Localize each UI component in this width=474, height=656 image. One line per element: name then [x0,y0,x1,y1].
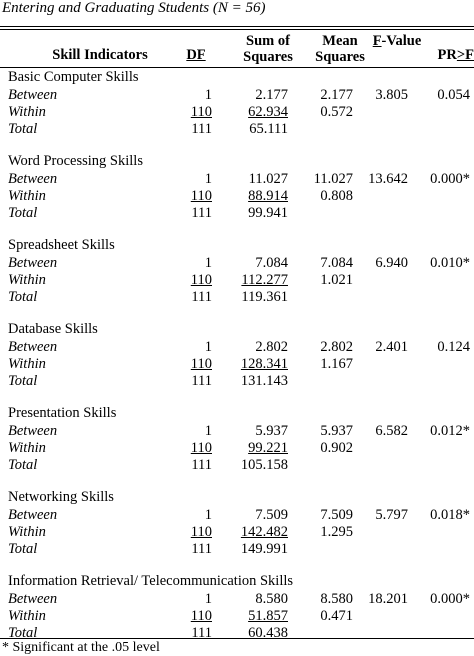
cell-df: 110 [190,524,212,540]
cell-df: 110 [190,272,212,288]
row-label: Between [8,423,58,439]
cell-df: 111 [191,625,212,641]
cell-mean-squares: 7.509 [320,507,353,523]
row-label: Total [8,457,38,473]
header-mean-squares-line2: Squares [315,49,365,65]
cell-mean-squares: 2.802 [320,339,353,355]
cell-sum-of-squares: 5.937 [255,423,288,439]
cell-sum-of-squares: 7.509 [255,507,288,523]
cell-f-value: 3.805 [375,87,408,103]
cell-mean-squares: 5.937 [320,423,353,439]
cell-sum-of-squares: 51.857 [248,608,288,624]
cell-mean-squares: 1.021 [320,272,353,288]
header-sum-of-squares-line1: Sum of [246,33,290,49]
cell-pr-gt-f: 0.012* [430,423,470,439]
cell-sum-of-squares: 2.177 [255,87,288,103]
row-label: Between [8,87,58,103]
cell-sum-of-squares: 119.361 [241,289,288,305]
cell-f-value: 2.401 [375,339,408,355]
cell-f-value: 6.582 [375,423,408,439]
skill-group-title: Word Processing Skills [8,153,143,169]
table-row [0,188,474,205]
table-row [0,356,474,373]
cell-sum-of-squares: 142.482 [240,524,288,540]
cell-df: 111 [191,289,212,305]
table-row [0,507,474,524]
row-label: Total [8,541,38,557]
table-row [0,373,474,390]
header-df: DF [186,47,206,63]
header-gt-f: >F [456,47,474,63]
table-row [0,87,474,104]
row-label: Within [8,356,46,372]
skill-group-title: Presentation Skills [8,405,117,421]
cell-df: 1 [204,507,212,523]
cell-f-value: 13.642 [368,171,408,187]
header-f-letter: F [372,33,382,49]
cell-sum-of-squares: 7.084 [255,255,288,271]
cell-mean-squares: 7.084 [320,255,353,271]
cell-mean-squares: 0.471 [320,608,353,624]
row-label: Between [8,507,58,523]
row-label: Total [8,289,38,305]
cell-pr-gt-f: 0.010* [430,255,470,271]
cell-sum-of-squares: 8.580 [255,591,288,607]
table-row [0,440,474,457]
cell-mean-squares: 0.902 [320,440,353,456]
header-pr-gt-f [428,47,474,63]
cell-df: 1 [204,591,212,607]
row-label: Between [8,255,58,271]
row-label: Between [8,591,58,607]
row-label: Within [8,608,46,624]
cell-sum-of-squares: 65.111 [249,121,288,137]
header-mean-squares [310,33,370,65]
header-bottom-rule [0,67,474,68]
cell-df: 1 [204,171,212,187]
skill-group-title: Spreadsheet Skills [8,237,115,253]
cell-pr-gt-f: 0.124 [437,339,470,355]
cell-mean-squares: 1.167 [320,356,353,372]
row-label: Within [8,104,46,120]
cell-df: 111 [191,121,212,137]
header-skill-indicators: Skill Indicators [52,47,148,63]
cell-f-value: 5.797 [375,507,408,523]
table-bottom-rule [0,638,474,639]
table-top-rule [0,26,474,27]
table-row [0,255,474,272]
cell-pr-gt-f: 0.054 [437,87,470,103]
cell-mean-squares: 0.808 [320,188,353,204]
footnote: * Significant at the .05 level [2,640,160,655]
cell-mean-squares: 1.295 [320,524,353,540]
table-row [0,205,474,222]
table-row [0,104,474,121]
cell-df: 110 [190,440,212,456]
cell-pr-gt-f: 0.018* [430,507,470,523]
header-mean-squares-line1: Mean [322,33,358,49]
skill-group-title: Basic Computer Skills [8,69,139,85]
row-label: Total [8,121,38,137]
cell-sum-of-squares: 131.143 [240,373,288,389]
cell-df: 111 [191,457,212,473]
row-label: Total [8,205,38,221]
table-row [0,121,474,138]
cell-sum-of-squares: 149.991 [240,541,288,557]
cell-mean-squares: 2.177 [320,87,353,103]
cell-mean-squares: 8.580 [320,591,353,607]
header-f-value [362,33,432,49]
row-label: Total [8,625,38,641]
cell-sum-of-squares: 99.941 [248,205,288,221]
skill-group-title: Information Retrieval/ Telecommunication Skills [8,573,294,589]
cell-sum-of-squares: 105.158 [240,457,288,473]
table-row [0,289,474,306]
cell-sum-of-squares: 11.027 [248,171,288,187]
cell-sum-of-squares: 128.341 [240,356,288,372]
cell-df: 110 [190,188,212,204]
cell-sum-of-squares: 112.277 [241,272,288,288]
cell-sum-of-squares: 88.914 [248,188,288,204]
cell-mean-squares: 11.027 [313,171,353,187]
cell-f-value: 18.201 [368,591,408,607]
header-sum-of-squares-line2: Squares [243,49,293,65]
cell-pr-gt-f: 0.000* [430,171,470,187]
cell-df: 1 [204,255,212,271]
header-f-suffix: -Value [381,33,422,49]
table-row [0,608,474,625]
skill-group-title: Networking Skills [8,489,114,505]
header-pr: PR [437,47,457,63]
cell-sum-of-squares: 2.802 [255,339,288,355]
table-row [0,524,474,541]
table-row [0,171,474,188]
table-row [0,457,474,474]
row-label: Within [8,272,46,288]
table-row [0,591,474,608]
cell-df: 110 [190,104,212,120]
cell-sum-of-squares: 60.438 [248,625,288,641]
cell-f-value: 6.940 [375,255,408,271]
table-title: Entering and Graduating Students (N = 56) [2,0,266,16]
cell-df: 111 [191,373,212,389]
header-sum-of-squares [228,33,308,65]
cell-sum-of-squares: 99.221 [248,440,288,456]
cell-pr-gt-f: 0.000* [430,591,470,607]
row-label: Within [8,188,46,204]
cell-sum-of-squares: 62.934 [248,104,288,120]
cell-df: 1 [204,423,212,439]
cell-mean-squares: 0.572 [320,104,353,120]
table-row [0,541,474,558]
row-label: Within [8,440,46,456]
row-label: Within [8,524,46,540]
table-row [0,423,474,440]
cell-df: 110 [190,356,212,372]
table-row [0,339,474,356]
row-label: Between [8,171,58,187]
table-row [0,272,474,289]
row-label: Between [8,339,58,355]
cell-df: 111 [191,541,212,557]
cell-df: 1 [204,339,212,355]
cell-df: 111 [191,205,212,221]
row-label: Total [8,373,38,389]
skill-group-title: Database Skills [8,321,98,337]
cell-df: 1 [204,87,212,103]
cell-df: 110 [190,608,212,624]
